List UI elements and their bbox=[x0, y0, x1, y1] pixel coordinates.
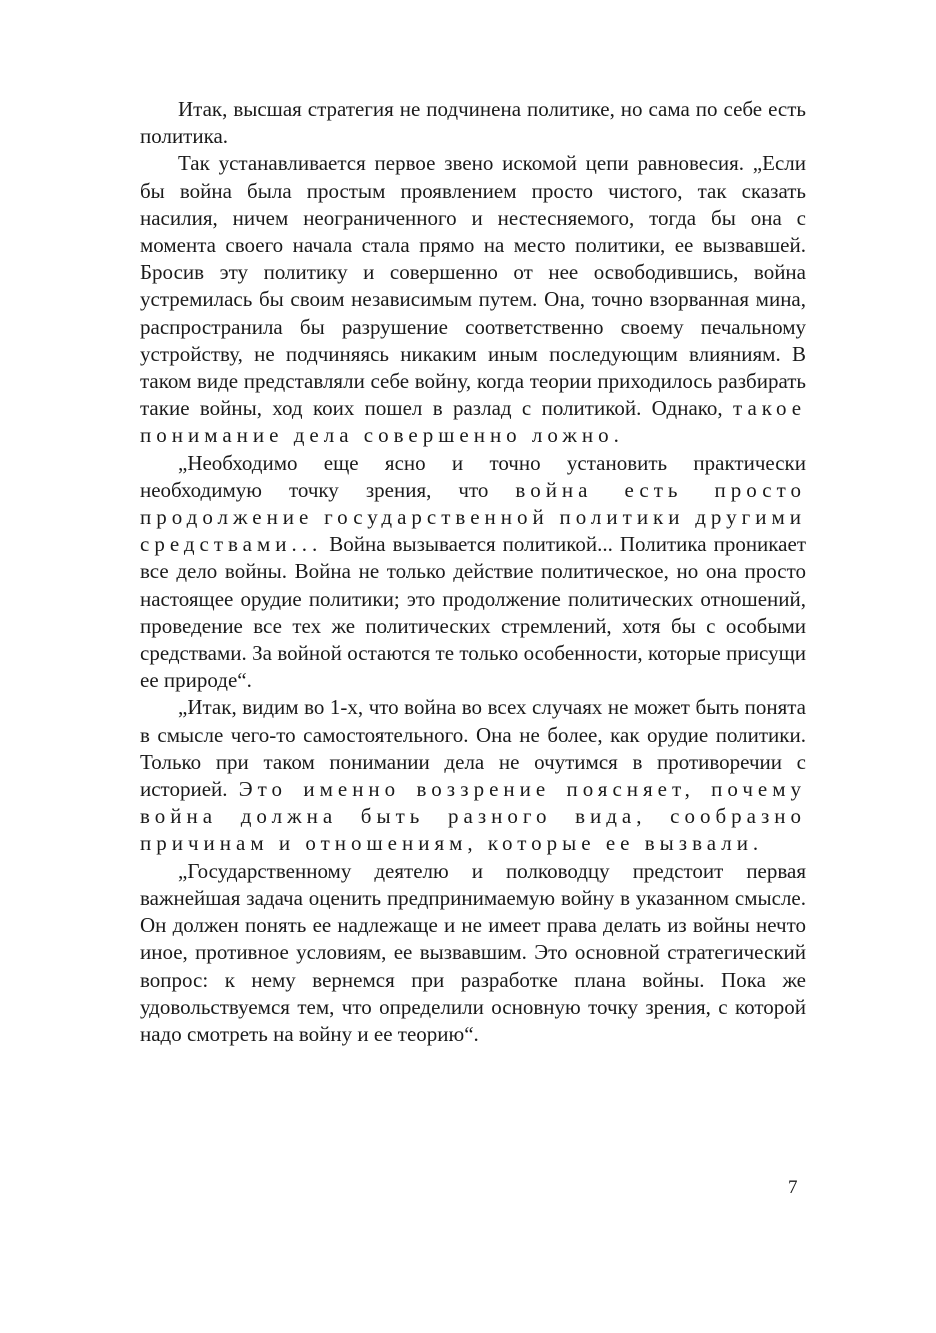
paragraph-4 bbox=[140, 694, 806, 857]
paragraph-2 bbox=[140, 150, 806, 449]
paragraph-4-spaced-text: Это именно воззрение поясняет, почему война должна быть разного вида, сообразно причинам и отношениям, которые ее вызвали. bbox=[140, 777, 806, 856]
paragraph-3-spaced-text: война есть просто продолжение государственной политики другими средствами... bbox=[140, 477, 806, 557]
paragraph-5-text: „Государственному деятелю и полководцу предстоит первая важнейшая задача оценить предпринимаемую войну в указанном смысле. Он должен понять ее надлежаще и не имеет права делать из войны нечто иное, противное условиям, ее вызвавшим. Это основной стратегический вопрос: к нему вернемся при разработке плана войны. Пока же удовольствуемся тем, что определили основную точку зрения, с которой надо смотреть на войну и ее теорию“. bbox=[140, 858, 806, 1046]
page-number: 7 bbox=[788, 1177, 798, 1198]
paragraph-2-spaced-text: такое понимание дела совершенно ложно. bbox=[140, 396, 807, 448]
paragraph-2-text: Так устанавливается первое звено искомой цепи равновесия. „Если бы война была простым проявлением просто чистого, так сказать насилия, ничем неограниченного и нестесняемого, тогда бы она с момента своего начала стала прямо на место политики, ее вызвавшей. Бросив эту политику и совершенно от нее освободившись, война устремилась бы своим независимым путем. Она, точно взорванная мина, распространила бы разрушение соответственно своему печальному устройству, не подчиняясь никаким иным последующим влияниям. В таком виде представляли себе войну, когда теории приходилось разбирать такие войны, ход коих пошел в разлад с политикой. Однако, bbox=[140, 151, 806, 421]
paragraph-1-text: Итак, высшая стратегия не подчинена политике, но сама по себе есть политика. bbox=[140, 97, 806, 149]
paragraph-4-text: „Итак, видим во 1-х, что война во всех случаях не может быть понята в смысле чего-то самостоятельного. Она не более, как орудие политики. Только при таком понимании дела не очутимся в противоречии с историей. bbox=[140, 695, 806, 802]
paragraph-3-text-after: Война вызывается политикой... Политика проникает все дело войны. Война не только действие политическое, но она просто настоящее орудие политики; это продолжение политических отношений, проведение все тех же политических стремлений, хотя бы с особыми средствами. За войной остаются те только особенности, которые присущи ее природе“. bbox=[140, 532, 806, 693]
paragraph-5 bbox=[140, 858, 806, 1048]
paragraph-3-text-before: „Необходимо еще ясно и точно установить практически необходимую точку зрения, что bbox=[140, 450, 806, 502]
paragraph-1 bbox=[140, 96, 806, 150]
page-body bbox=[140, 96, 806, 1048]
paragraph-3 bbox=[140, 450, 806, 695]
